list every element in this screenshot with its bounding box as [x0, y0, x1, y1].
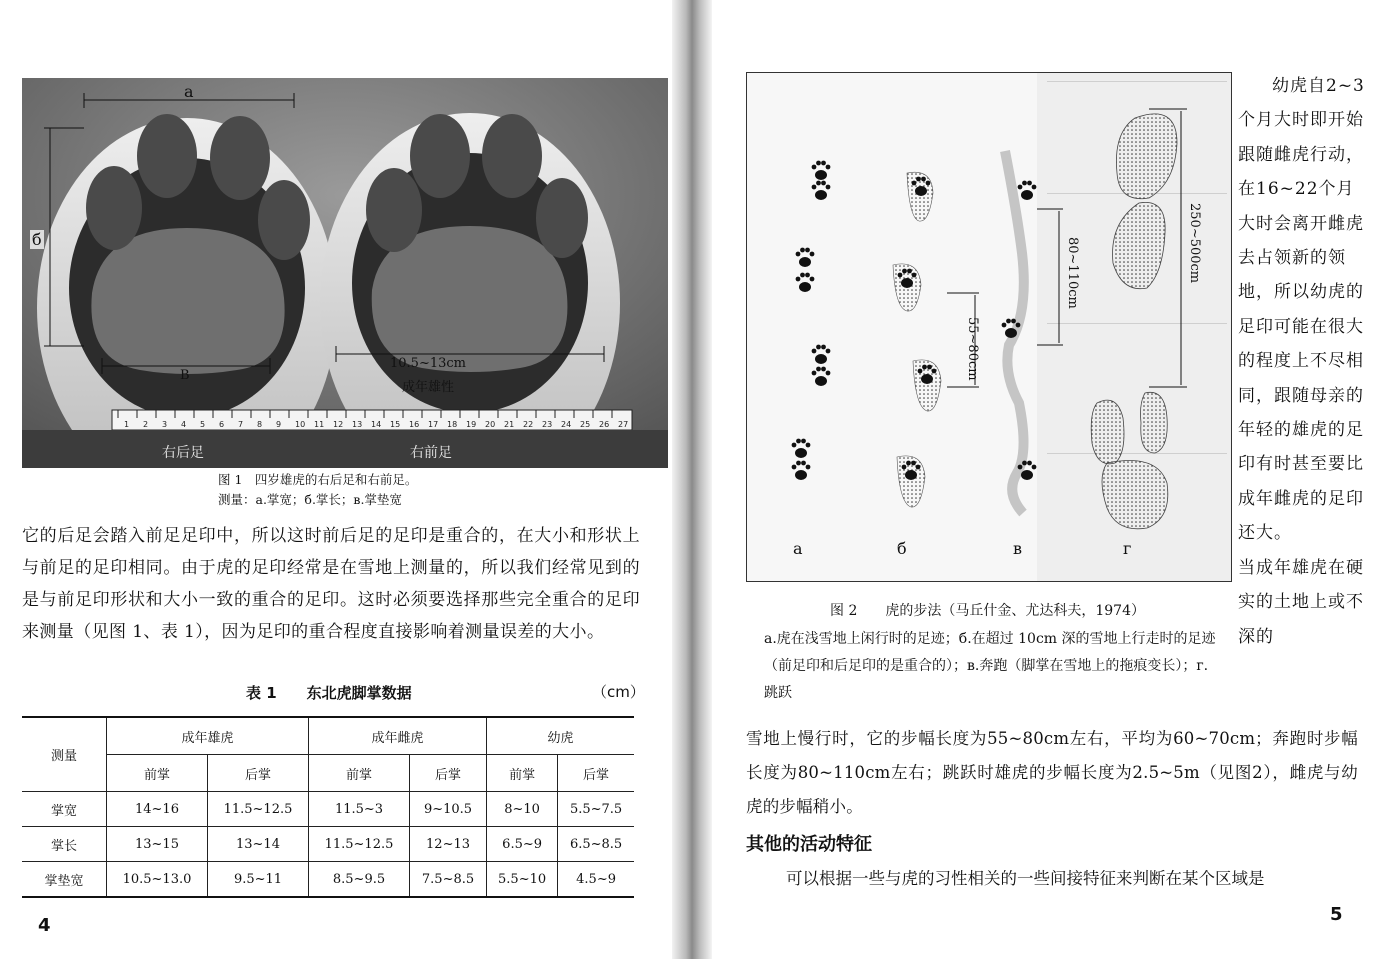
section-heading: 其他的活动特征 [746, 834, 872, 855]
table-cell: 10.5~13.0 [107, 862, 208, 898]
table-cell: 11.5~3 [309, 792, 410, 827]
paw-data-table [22, 716, 634, 898]
table-group-adult-female: 成年雌虎 [309, 717, 487, 755]
table-cell: 12~13 [410, 827, 487, 862]
table-cell: 13~15 [107, 827, 208, 862]
table-cell: 6.5~8.5 [558, 827, 634, 862]
table-row-label: 掌宽 [22, 792, 107, 827]
label-b-cyr: б [32, 230, 42, 249]
table-cell: 14~16 [107, 792, 208, 827]
label-v-cyr: В [180, 368, 190, 383]
ruler-number: 16 [409, 420, 420, 429]
right-page [712, 0, 1384, 959]
table-cell: 11.5~12.5 [208, 792, 309, 827]
table-subheader: 前掌 [309, 755, 410, 792]
table-cell: 8.5~9.5 [309, 862, 410, 898]
table-row [22, 827, 634, 862]
ruler-number: 13 [352, 420, 363, 429]
bottom-line-text: 可以根据一些与虎的习性相关的一些间接特征来判断在某个区域是 [786, 869, 1265, 888]
label-a: a [184, 82, 194, 101]
table-subheader: 后掌 [410, 755, 487, 792]
ruler-number: 17 [428, 420, 439, 429]
table-cell: 4.5~9 [558, 862, 634, 898]
ruler-number: 7 [238, 420, 244, 429]
ruler-number: 5 [200, 420, 206, 429]
gait-drawing [747, 73, 1231, 581]
table-title: 表 1 东北虎脚掌数据 [246, 684, 412, 702]
col-label-v: в [1013, 539, 1023, 558]
table-group-cub: 幼虎 [487, 717, 634, 755]
col-label-a: а [793, 539, 803, 558]
label-right-front: 右前足 [410, 445, 452, 461]
ruler-number: 26 [599, 420, 610, 429]
ruler-number: 19 [466, 420, 477, 429]
figure-1-caption-line2: 测量：a.掌宽；б.掌长；в.掌垫宽 [218, 492, 402, 507]
figure-1-caption [218, 470, 478, 510]
left-page [0, 0, 672, 959]
figure-1-caption-line1: 图 1 四岁雄虎的右后足和右前足。 [218, 472, 418, 487]
table-row [22, 862, 634, 898]
table-row-label: 掌长 [22, 827, 107, 862]
page-number-left: 4 [38, 915, 51, 936]
ruler-number: 12 [333, 420, 344, 429]
table-cell: 9~10.5 [410, 792, 487, 827]
table-cell: 11.5~12.5 [309, 827, 410, 862]
table-subheader: 前掌 [487, 755, 558, 792]
figure-2-description: a.虎在浅雪地上闲行时的足迹；б.在超过 10cm 深的雪地上行走时的足迹（前足印和后足印的是重合的）；в.奔跑（脚掌在雪地上的拖痕变长）；г.跳跃 [764, 631, 1216, 701]
ruler-number: 18 [447, 420, 458, 429]
table-cell: 5.5~10 [487, 862, 558, 898]
ruler-number: 20 [485, 420, 496, 429]
dim-80-110: 80~110cm [1065, 237, 1080, 309]
ruler-number: 24 [561, 420, 572, 429]
paw-photo-drawing [22, 78, 668, 468]
ruler-number: 21 [504, 420, 515, 429]
ruler-number: 6 [219, 420, 225, 429]
label-measure: 10.5~13cm [390, 356, 466, 371]
ruler-number: 27 [618, 420, 629, 429]
label-right-hind: 右后足 [162, 445, 204, 461]
table-row-label: 掌垫宽 [22, 862, 107, 898]
right-body-paragraph: 雪地上慢行时，它的步幅长度为55~80cm左右，平均为60~70cm；奔跑时步幅长度为80~110cm左右；跳跃时雄虎的步幅长度为2.5~5m（见图2），雌虎与幼虎的步幅稍小。 [746, 729, 1358, 816]
table-cell: 7.5~8.5 [410, 862, 487, 898]
table-cell: 8~10 [487, 792, 558, 827]
ruler-number: 14 [371, 420, 382, 429]
table-cell: 6.5~9 [487, 827, 558, 862]
label-adult-male: 成年雄性 [402, 380, 455, 395]
table-header-measure: 测量 [22, 717, 107, 792]
ruler-number: 23 [542, 420, 553, 429]
ruler-number: 1 [124, 420, 130, 429]
col-label-g: г [1123, 539, 1132, 558]
ruler-number: 4 [181, 420, 187, 429]
ruler-number: 8 [257, 420, 263, 429]
ruler-number: 11 [314, 420, 325, 429]
table-subheader: 后掌 [558, 755, 634, 792]
side-column-text: 幼虎自2~3个月大时即开始跟随雌虎行动，在16~22个月大时会离开雌虎去占领新的领地，所以幼虎的足印可能在很大的程度上不尽相同，跟随母亲的年轻的雄虎的足印有时甚至要比成年雌虎的足印还大。 当成年雄虎在硬实的土地上或不深的 [1238, 76, 1365, 647]
ruler-number: 25 [580, 420, 591, 429]
table-row [22, 792, 634, 827]
ruler-number: 10 [295, 420, 306, 429]
table-unit: （cm） [592, 683, 645, 701]
table-subheader: 后掌 [208, 755, 309, 792]
col-label-b: б [897, 539, 907, 558]
table-subheader: 前掌 [107, 755, 208, 792]
page-number-right: 5 [1330, 904, 1343, 925]
book-gutter [672, 0, 712, 959]
ruler-number: 9 [276, 420, 282, 429]
ruler-number: 15 [390, 420, 401, 429]
table-group-adult-male: 成年雄虎 [107, 717, 309, 755]
left-body-paragraph: 它的后足会踏入前足足印中，所以这时前后足的足印是重合的，在大小和形状上与前足的足印相同。由于虎的足印经常是在雪地上测量的，所以我们经常见到的是与前足印形状和大小一致的重合的足印。这时必须要选择那些完全重合的足印来测量（见图 1、表 1），因为足印的重合程度直接影响着测量误差的大小。 [22, 526, 640, 642]
table-cell: 9.5~11 [208, 862, 309, 898]
paw-photo [22, 78, 668, 468]
ruler-number: 2 [143, 420, 149, 429]
table-cell: 5.5~7.5 [558, 792, 634, 827]
dim-250-500: 250~500cm [1187, 203, 1202, 284]
table-cell: 13~14 [208, 827, 309, 862]
ruler-number: 22 [523, 420, 534, 429]
gait-figure [746, 72, 1232, 582]
ruler-number: 3 [162, 420, 168, 429]
dim-55-80: 55~80cm [965, 317, 980, 381]
figure-2-title: 图 2 虎的步法（马丘什金、尤达科夫，1974） [830, 603, 1145, 619]
